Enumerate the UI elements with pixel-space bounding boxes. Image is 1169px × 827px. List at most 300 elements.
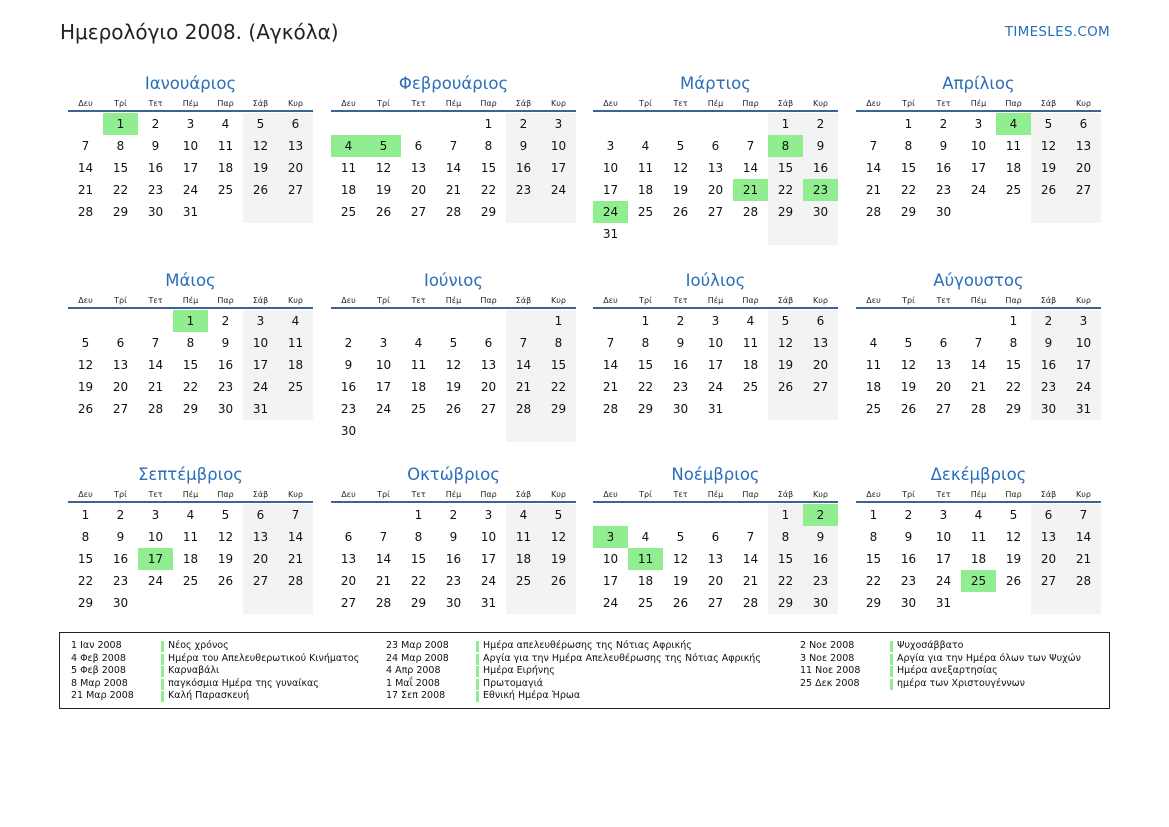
legend-row [71, 665, 381, 678]
day-cell: 28 [506, 398, 541, 420]
day-cell: 24 [602, 596, 619, 610]
weekday-label: Πέμ [970, 99, 987, 108]
day-cell: 16 [112, 552, 129, 566]
legend-row [71, 690, 381, 703]
day-cell: 19 [768, 354, 803, 376]
day-cell: 4 [186, 508, 195, 522]
day-cell: 4 [278, 310, 313, 332]
day-cell: 24 [970, 183, 987, 197]
holiday-marker [890, 654, 893, 665]
day-cell: 13 [112, 358, 129, 372]
day-cell: 7 [379, 530, 388, 544]
day-cell: 11 [865, 358, 882, 372]
holiday-legend [59, 632, 1110, 709]
day-cell: 22 [1005, 380, 1022, 394]
weekday-label: Τρί [377, 99, 390, 108]
holiday-date: 24 Μαρ 2008 [386, 652, 449, 664]
day-cell: 18 [637, 574, 654, 588]
weekday-label: Δευ [866, 296, 881, 305]
month-name: Απρίλιος [942, 74, 1015, 93]
day-cell: 17 [243, 354, 278, 376]
day-cell: 9 [116, 530, 125, 544]
day-cell: 6 [243, 504, 278, 526]
day-cell: 12 [672, 161, 689, 175]
day-cell: 21 [733, 179, 768, 201]
day-cell: 26 [217, 574, 234, 588]
day-cell: 8 [186, 336, 195, 350]
day-cell: 19 [217, 552, 234, 566]
day-cell: 5 [1009, 508, 1018, 522]
holiday-name-text: Καλή Παρασκευή [168, 690, 250, 701]
day-cell: 12 [77, 358, 94, 372]
day-cell: 21 [865, 183, 882, 197]
day-cell: 23 [803, 570, 838, 592]
weekday-label: Τετ [148, 296, 163, 305]
weekday-label: Σάβ [1040, 99, 1057, 108]
day-cell: 2 [344, 336, 353, 350]
weekday-label: Δευ [603, 296, 618, 305]
day-cell: 14 [77, 161, 94, 175]
day-cell: 18 [1005, 161, 1022, 175]
day-cell: 10 [480, 530, 497, 544]
day-cell: 14 [970, 358, 987, 372]
weekday-label: Παρ [742, 99, 759, 108]
weekday-label: Δευ [341, 99, 356, 108]
day-cell: 1 [541, 310, 576, 332]
weekday-label: Τρί [639, 296, 652, 305]
day-cell: 13 [278, 135, 313, 157]
holiday-date: 3 Νοε 2008 [800, 652, 855, 664]
day-cell: 8 [768, 135, 803, 157]
weekday-label: Πέμ [445, 490, 462, 499]
holiday-name-text: Ημέρα του Απελευθερωτικού Κινήματος [168, 652, 360, 664]
month-name: Ιανουάριος [144, 74, 237, 93]
empty-weekend-cell [803, 223, 838, 245]
day-cell: 7 [606, 336, 615, 350]
header-divider [68, 307, 313, 309]
day-cell: 22 [768, 570, 803, 592]
day-cell: 22 [77, 574, 94, 588]
header-divider [331, 501, 576, 503]
day-cell: 15 [480, 161, 497, 175]
day-cell: 11 [742, 336, 759, 350]
empty-weekend-cell [506, 420, 541, 442]
day-cell: 3 [939, 508, 948, 522]
weekday-label: Δευ [341, 490, 356, 499]
day-cell: 17 [602, 574, 619, 588]
day-cell: 17 [935, 552, 952, 566]
site-link[interactable]: TIMESLES.COM [1004, 24, 1110, 40]
holiday-marker [890, 641, 893, 652]
holiday-marker [161, 654, 164, 665]
day-cell: 24 [707, 380, 724, 394]
day-cell: 14 [278, 526, 313, 548]
day-cell: 17 [970, 161, 987, 175]
weekday-label: Δευ [341, 296, 356, 305]
day-cell: 9 [803, 526, 838, 548]
weekday-label: Κυρ [813, 99, 828, 108]
day-cell: 3 [711, 314, 720, 328]
weekday-label: Πέμ [970, 296, 987, 305]
day-cell: 17 [138, 548, 173, 570]
day-cell: 16 [900, 552, 917, 566]
day-cell: 29 [410, 596, 427, 610]
day-cell: 31 [935, 596, 952, 610]
day-cell: 30 [1031, 398, 1066, 420]
day-cell: 21 [77, 183, 94, 197]
empty-weekend-cell [768, 398, 803, 420]
empty-weekend-cell [541, 592, 576, 614]
day-cell: 1 [81, 508, 90, 522]
day-cell: 5 [366, 135, 401, 157]
day-cell: 19 [900, 380, 917, 394]
day-cell: 5 [676, 139, 685, 153]
day-cell: 25 [637, 205, 654, 219]
weekday-label: Τετ [673, 296, 688, 305]
day-cell: 9 [221, 336, 230, 350]
day-cell: 27 [112, 402, 129, 416]
day-cell: 25 [961, 570, 996, 592]
day-cell: 27 [803, 376, 838, 398]
day-cell: 1 [484, 117, 493, 131]
weekday-label: Πέμ [445, 99, 462, 108]
weekday-label: Πέμ [707, 490, 724, 499]
day-cell: 6 [414, 139, 423, 153]
day-cell: 19 [77, 380, 94, 394]
day-cell: 13 [410, 161, 427, 175]
holiday-name-text: Ημέρα απελευθέρωσης της Νότιας Αφρικής [483, 640, 692, 651]
day-cell: 19 [243, 157, 278, 179]
weekday-label: Δευ [603, 99, 618, 108]
day-cell: 27 [1066, 179, 1101, 201]
weekday-label: Κυρ [551, 296, 566, 305]
weekday-label: Τετ [411, 296, 426, 305]
day-cell: 1 [869, 508, 878, 522]
month-name: Δεκέμβριος [930, 465, 1027, 484]
day-cell: 3 [243, 310, 278, 332]
day-cell: 13 [707, 161, 724, 175]
legend-row [800, 678, 1100, 691]
day-cell: 31 [243, 398, 278, 420]
header-divider [593, 307, 838, 309]
day-cell: 20 [480, 380, 497, 394]
day-cell: 22 [112, 183, 129, 197]
holiday-date: 4 Φεβ 2008 [71, 652, 126, 664]
day-cell: 9 [1031, 332, 1066, 354]
day-cell: 18 [217, 161, 234, 175]
day-cell: 26 [541, 570, 576, 592]
day-cell: 17 [1066, 354, 1101, 376]
holiday-date: 5 Φεβ 2008 [71, 665, 126, 676]
header-divider [68, 110, 313, 112]
weekday-label: Τετ [673, 490, 688, 499]
day-cell: 29 [900, 205, 917, 219]
empty-weekend-cell [278, 201, 313, 223]
day-cell: 23 [147, 183, 164, 197]
legend-row [800, 665, 1100, 678]
legend-column [386, 640, 796, 703]
header-divider [331, 110, 576, 112]
day-cell: 11 [637, 161, 654, 175]
day-cell: 23 [217, 380, 234, 394]
day-cell: 11 [278, 332, 313, 354]
day-cell: 17 [707, 358, 724, 372]
day-cell: 4 [641, 530, 650, 544]
day-cell: 14 [865, 161, 882, 175]
day-cell: 5 [449, 336, 458, 350]
day-cell: 15 [768, 548, 803, 570]
day-cell: 16 [340, 380, 357, 394]
day-cell: 9 [803, 135, 838, 157]
legend-row [71, 640, 381, 653]
day-cell: 25 [742, 380, 759, 394]
day-cell: 31 [602, 227, 619, 241]
day-cell: 12 [243, 135, 278, 157]
day-cell: 21 [147, 380, 164, 394]
holiday-marker [161, 679, 164, 690]
day-cell: 19 [672, 183, 689, 197]
day-cell: 28 [1066, 570, 1101, 592]
weekday-label: Τετ [148, 490, 163, 499]
weekday-label: Παρ [742, 296, 759, 305]
weekday-label: Πέμ [182, 490, 199, 499]
day-cell: 14 [147, 358, 164, 372]
legend-row [386, 640, 796, 653]
weekday-label: Δευ [866, 490, 881, 499]
day-cell: 15 [112, 161, 129, 175]
day-cell: 3 [1066, 310, 1101, 332]
day-cell: 1 [768, 113, 803, 135]
day-cell: 6 [344, 530, 353, 544]
day-cell: 19 [1005, 552, 1022, 566]
weekday-label: Δευ [603, 490, 618, 499]
day-cell: 28 [445, 205, 462, 219]
holiday-name-text: ημέρα των Χριστουγέννων [897, 677, 1025, 689]
day-cell: 20 [707, 183, 724, 197]
day-cell: 18 [970, 552, 987, 566]
legend-row [71, 653, 381, 666]
day-cell: 22 [541, 376, 576, 398]
day-cell: 24 [182, 183, 199, 197]
day-cell: 14 [445, 161, 462, 175]
weekday-label: Τετ [936, 296, 951, 305]
holiday-date: 17 Σεπ 2008 [386, 690, 446, 701]
day-cell: 22 [637, 380, 654, 394]
empty-weekend-cell [1066, 592, 1101, 614]
day-cell: 8 [641, 336, 650, 350]
day-cell: 28 [742, 596, 759, 610]
day-cell: 28 [147, 402, 164, 416]
day-cell: 18 [340, 183, 357, 197]
day-cell: 29 [480, 205, 497, 219]
day-cell: 28 [970, 402, 987, 416]
empty-weekend-cell [541, 420, 576, 442]
day-cell: 28 [602, 402, 619, 416]
month-name: Ιούνιος [423, 271, 484, 290]
day-cell: 20 [278, 157, 313, 179]
weekday-label: Κυρ [288, 490, 303, 499]
day-cell: 28 [742, 205, 759, 219]
holiday-name-text: Αργία για την Ημέρα Απελευθέρωσης της Νότιας Αφρικής [483, 652, 761, 664]
holiday-marker [890, 679, 893, 690]
day-cell: 26 [375, 205, 392, 219]
weekday-label: Κυρ [1076, 99, 1091, 108]
day-cell: 16 [147, 161, 164, 175]
day-cell: 27 [1031, 570, 1066, 592]
weekday-label: Σάβ [515, 99, 532, 108]
holiday-name-text: Πρωτομαγιά [483, 677, 544, 689]
weekday-label: Κυρ [1076, 490, 1091, 499]
day-cell: 30 [900, 596, 917, 610]
day-cell: 14 [742, 161, 759, 175]
day-cell: 12 [541, 526, 576, 548]
weekday-label: Δευ [866, 99, 881, 108]
day-cell: 23 [803, 179, 838, 201]
header-divider [856, 501, 1101, 503]
day-cell: 27 [935, 402, 952, 416]
day-cell: 6 [116, 336, 125, 350]
day-cell: 12 [1005, 530, 1022, 544]
weekday-label: Τρί [902, 99, 915, 108]
day-cell: 26 [77, 402, 94, 416]
weekday-label: Παρ [1005, 296, 1022, 305]
weekday-label: Κυρ [1076, 296, 1091, 305]
day-cell: 5 [904, 336, 913, 350]
day-cell: 2 [116, 508, 125, 522]
day-cell: 10 [182, 139, 199, 153]
day-cell: 29 [182, 402, 199, 416]
holiday-name-text: Νέος χρόνος [168, 640, 229, 651]
day-cell: 17 [182, 161, 199, 175]
day-cell: 21 [278, 548, 313, 570]
holiday-name-text: Ημέρα Ειρήνης [483, 665, 555, 676]
day-cell: 13 [243, 526, 278, 548]
empty-weekend-cell [1066, 201, 1101, 223]
day-cell: 11 [970, 530, 987, 544]
day-cell: 4 [996, 113, 1031, 135]
holiday-marker [161, 666, 164, 677]
day-cell: 11 [628, 548, 663, 570]
weekday-label: Κυρ [288, 296, 303, 305]
weekday-label: Τετ [411, 490, 426, 499]
day-cell: 4 [331, 135, 366, 157]
day-cell: 9 [506, 135, 541, 157]
day-cell: 15 [900, 161, 917, 175]
day-cell: 30 [672, 402, 689, 416]
day-cell: 23 [1031, 376, 1066, 398]
month-name: Σεπτέμβριος [138, 465, 243, 484]
weekday-label: Σάβ [777, 296, 794, 305]
day-cell: 5 [541, 504, 576, 526]
empty-weekend-cell [243, 592, 278, 614]
day-cell: 2 [803, 113, 838, 135]
day-cell: 25 [340, 205, 357, 219]
day-cell: 23 [506, 179, 541, 201]
day-cell: 28 [375, 596, 392, 610]
day-cell: 12 [375, 161, 392, 175]
day-cell: 9 [676, 336, 685, 350]
day-cell: 29 [768, 201, 803, 223]
day-cell: 2 [221, 314, 230, 328]
day-cell: 17 [541, 157, 576, 179]
empty-weekend-cell [506, 201, 541, 223]
day-cell: 9 [904, 530, 913, 544]
day-cell: 16 [445, 552, 462, 566]
holiday-name-text: Εθνική Ημέρα Ήρωα [483, 690, 581, 701]
day-cell: 26 [445, 402, 462, 416]
day-cell: 2 [449, 508, 458, 522]
weekday-label: Παρ [217, 296, 234, 305]
day-cell: 20 [1066, 157, 1101, 179]
day-cell: 24 [243, 376, 278, 398]
weekday-label: Τρί [639, 490, 652, 499]
day-cell: 8 [1009, 336, 1018, 350]
holiday-date: 23 Μαρ 2008 [386, 640, 449, 651]
holiday-date: 1 Ιαν 2008 [71, 640, 122, 651]
legend-row [800, 640, 1100, 653]
day-cell: 23 [340, 402, 357, 416]
day-cell: 5 [1031, 113, 1066, 135]
weekday-label: Τετ [936, 99, 951, 108]
day-cell: 6 [803, 310, 838, 332]
legend-row [386, 665, 796, 678]
day-cell: 3 [974, 117, 983, 131]
empty-weekend-cell [506, 592, 541, 614]
day-cell: 7 [869, 139, 878, 153]
day-cell: 27 [707, 205, 724, 219]
weekday-label: Τρί [114, 296, 127, 305]
empty-weekend-cell [803, 398, 838, 420]
day-cell: 6 [484, 336, 493, 350]
day-cell: 6 [711, 530, 720, 544]
legend-column [800, 640, 1100, 690]
day-cell: 18 [278, 354, 313, 376]
day-cell: 19 [672, 574, 689, 588]
day-cell: 20 [1031, 548, 1066, 570]
month-name: Νοέμβριος [671, 465, 760, 484]
weekday-label: Σάβ [777, 490, 794, 499]
weekday-label: Κυρ [551, 99, 566, 108]
day-cell: 25 [1005, 183, 1022, 197]
holiday-date: 11 Νοε 2008 [800, 665, 861, 676]
day-cell: 9 [344, 358, 353, 372]
weekday-label: Πέμ [182, 99, 199, 108]
day-cell: 13 [803, 332, 838, 354]
day-cell: 10 [707, 336, 724, 350]
day-cell: 9 [151, 139, 160, 153]
day-cell: 30 [340, 424, 357, 438]
day-cell: 14 [506, 354, 541, 376]
day-cell: 1 [641, 314, 650, 328]
day-cell: 7 [1066, 504, 1101, 526]
day-cell: 21 [742, 574, 759, 588]
legend-row [386, 653, 796, 666]
day-cell: 4 [869, 336, 878, 350]
day-cell: 10 [375, 358, 392, 372]
day-cell: 20 [803, 354, 838, 376]
day-cell: 26 [900, 402, 917, 416]
weekday-label: Δευ [78, 490, 93, 499]
day-cell: 6 [1066, 113, 1101, 135]
day-cell: 15 [182, 358, 199, 372]
day-cell: 25 [410, 402, 427, 416]
holiday-marker [476, 691, 479, 702]
day-cell: 29 [768, 592, 803, 614]
legend-column [71, 640, 381, 703]
day-cell: 12 [445, 358, 462, 372]
day-cell: 22 [480, 183, 497, 197]
weekday-label: Τετ [673, 99, 688, 108]
